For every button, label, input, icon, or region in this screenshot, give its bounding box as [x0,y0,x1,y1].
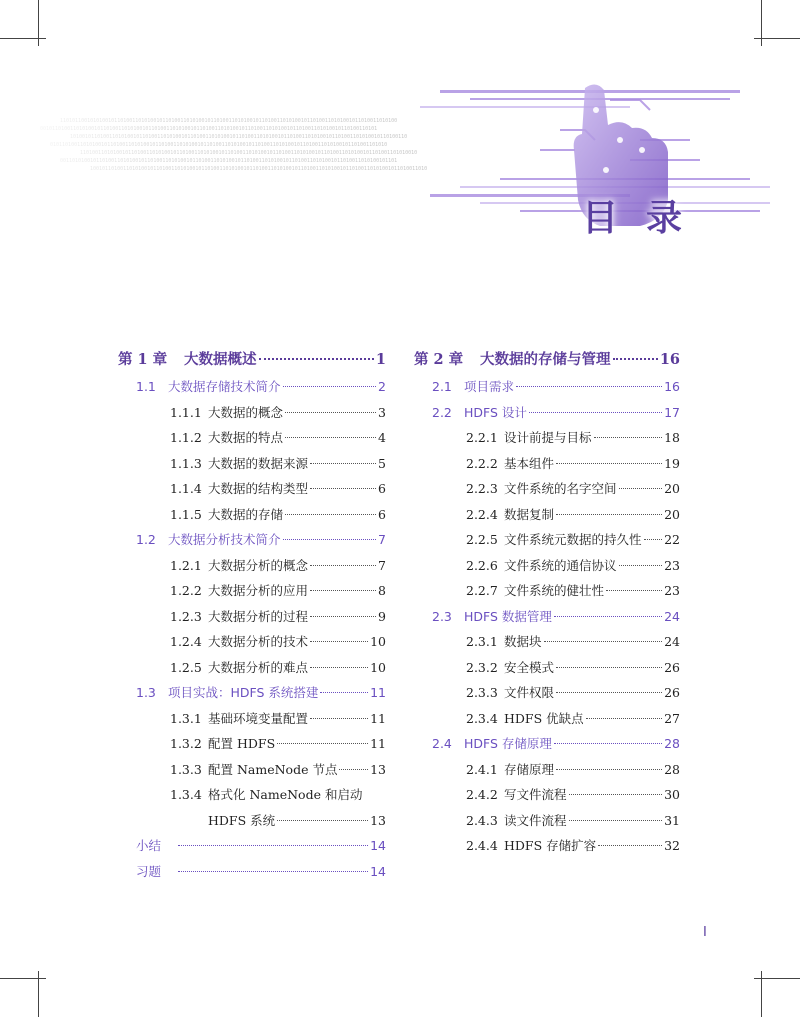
section-number: 2.1 [432,379,452,394]
page-number: 20 [664,506,680,522]
leader-dots [529,412,662,413]
leader-dots [178,871,368,872]
toc-column-right [414,346,680,859]
summary-title: 小结 [136,838,162,853]
subsection-title: 读文件流程 [504,812,567,828]
subsection-title: 大数据分析的过程 [208,608,309,624]
toc-subsection[interactable] [414,451,680,477]
subsection-title: 设计前提与目标 [504,430,592,445]
subsection-title: HDFS 存储扩容 [504,838,597,853]
toc-subsection[interactable] [414,680,680,706]
section-number: 2.2 [432,404,452,420]
toc-subsection[interactable] [118,731,386,757]
page-number: 20 [664,481,680,496]
toc-summary[interactable] [118,833,386,859]
section-number: 1.2 [136,532,156,547]
page-number: 6 [378,481,386,496]
section-title: HDFS 数据管理 [464,608,552,624]
page-number: 16 [664,379,680,394]
subsection-number: 1.2.3 [170,608,202,624]
leader-dots [556,514,662,515]
subsection-title: 大数据分析的概念 [208,557,309,573]
leader-dots [178,845,368,846]
toc-subsection-continuation[interactable] [118,808,386,834]
subsection-title: 大数据的存储 [208,506,284,522]
subsection-title: 安全模式 [504,659,555,675]
subsection-number: 1.1.1 [170,404,202,420]
exercises-title: 习题 [136,863,162,879]
section-number: 2.4 [432,736,452,751]
leader-dots [554,616,662,617]
leader-dots [277,820,368,821]
toc-section[interactable] [414,604,680,630]
toc-subsection[interactable] [118,655,386,681]
leader-dots [544,641,663,642]
leader-dots [310,718,368,719]
subsection-number: 2.3.3 [466,685,498,700]
subsection-title: 大数据的概念 [208,404,284,420]
leader-dots [619,488,663,489]
page-number: 4 [378,430,386,445]
subsection-number: 1.1.3 [170,455,202,471]
leader-dots [310,565,376,566]
page-number: 11 [370,685,386,700]
toc-exercises[interactable] [118,859,386,885]
title-char: 录 [646,198,683,239]
subsection-number: 2.2.3 [466,481,498,496]
leader-dots [259,358,374,360]
subsection-title: 存储原理 [504,761,555,777]
leader-dots [283,386,377,387]
subsection-title: 配置 HDFS [208,736,276,751]
toc-subsection[interactable] [118,578,386,604]
crop-mark [754,978,800,979]
subsection-number: 1.2.1 [170,557,202,573]
crop-mark [38,0,39,46]
subsection-number: 2.3.4 [466,710,498,726]
section-title: 项目需求 [464,379,515,394]
toc-section[interactable] [414,731,680,757]
page-number: 30 [664,787,680,802]
subsection-title: 大数据分析的应用 [208,583,309,598]
page-number: 14 [370,838,386,853]
toc-section[interactable] [118,680,386,706]
leader-dots [285,412,376,413]
subsection-number: 2.2.1 [466,430,498,445]
toc-subsection[interactable] [414,782,680,808]
toc-subsection[interactable] [118,476,386,502]
chapter-title: 大数据概述 [184,351,257,368]
subsection-number: 1.3.3 [170,761,202,777]
leader-dots [285,514,376,515]
page-number: 16 [659,351,680,368]
subsection-number: 1.2.2 [170,583,202,598]
subsection-number: 2.4.2 [466,787,498,802]
toc-subsection[interactable] [118,706,386,732]
toc-section[interactable] [118,374,386,400]
page-number: 10 [370,659,386,675]
page-number: 27 [664,710,680,726]
toc-section[interactable] [414,374,680,400]
subsection-title: 写文件流程 [504,787,567,802]
toc-chapter[interactable] [414,346,680,374]
toc-subsection[interactable] [118,451,386,477]
leader-dots [320,692,368,693]
toc-subsection[interactable] [118,604,386,630]
leader-dots [556,667,662,668]
toc-subsection[interactable] [414,553,680,579]
crop-mark [0,38,46,39]
toc-subsection[interactable] [414,655,680,681]
folio-page-number: I [703,925,707,940]
page-number: 8 [378,583,386,598]
toc-chapter[interactable] [118,346,386,374]
subsection-number: 1.1.5 [170,506,202,522]
page-title [582,190,682,241]
subsection-title: 配置 NameNode 节点 [208,761,338,777]
toc-subsection[interactable] [118,553,386,579]
leader-dots [310,667,368,668]
page-number: 23 [664,557,680,573]
page-number: 17 [664,404,680,420]
page-number: 26 [664,685,680,700]
page-number: 1 [375,351,386,368]
leader-dots [283,539,377,540]
subsection-title: 文件系统的通信协议 [504,557,617,573]
leader-dots [516,386,662,387]
leader-dots [586,718,662,719]
page-number: 24 [664,608,680,624]
subsection-number: 2.3.1 [466,634,498,649]
page-number: 19 [664,455,680,471]
subsection-title: 文件系统的健壮性 [504,583,605,598]
page-number: 31 [664,812,680,828]
subsection-number: 2.2.6 [466,557,498,573]
subsection-number: 2.2.4 [466,506,498,522]
subsection-number: 2.4.3 [466,812,498,828]
toc-section[interactable] [414,400,680,426]
page-number: 23 [664,583,680,598]
subsection-title: 大数据分析的难点 [208,659,309,675]
section-title: HDFS 存储原理 [464,736,552,751]
chapter-number: 第 1 章 [118,351,168,368]
subsection-title: 格式化 NameNode 和启动 [208,787,363,802]
page-number: 24 [664,634,680,649]
subsection-title: 文件系统元数据的持久性 [504,532,642,547]
subsection-title: HDFS 优缺点 [504,710,584,726]
subsection-title: 基本组件 [504,455,555,471]
crop-mark [0,978,46,979]
toc-column-left [118,346,386,884]
subsection-title: 基础环境变量配置 [208,710,309,726]
chapter-number: 第 2 章 [414,351,464,368]
subsection-number: 1.2.5 [170,659,202,675]
chapter-title: 大数据的存储与管理 [480,351,611,368]
section-title: 大数据分析技术简介 [168,532,281,547]
leader-dots [644,539,663,540]
subsection-number: 2.4.4 [466,838,498,853]
leader-dots [606,590,662,591]
subsection-number: 1.3.2 [170,736,202,751]
toc-section[interactable] [118,527,386,553]
subsection-title: 大数据的特点 [208,430,284,445]
section-title: 大数据存储技术简介 [168,379,281,394]
leader-dots [619,565,663,566]
section-number: 2.3 [432,608,452,624]
leader-dots [594,437,663,438]
crop-mark [754,38,800,39]
page-number: 18 [664,430,680,445]
leader-dots [569,794,663,795]
leader-dots [554,743,662,744]
page-number: 7 [378,532,386,547]
page-number: 13 [370,812,386,828]
toc-subsection[interactable] [118,502,386,528]
leader-dots [569,820,663,821]
subsection-title: 大数据分析的技术 [208,634,309,649]
page-number: 9 [378,608,386,624]
leader-dots [285,437,376,438]
subsection-title: 文件系统的名字空间 [504,481,617,496]
leader-dots [339,769,368,770]
title-char: 目 [582,198,619,239]
subsection-title: HDFS 系统 [208,812,276,828]
toc-subsection[interactable] [414,527,680,553]
page-number: 6 [378,506,386,522]
subsection-title: 大数据的数据来源 [208,455,309,471]
page-number: 32 [664,838,680,853]
toc-subsection[interactable] [414,502,680,528]
toc-subsection[interactable] [414,476,680,502]
leader-dots [598,845,662,846]
subsection-number: 2.2.5 [466,532,498,547]
subsection-number: 1.3.4 [170,787,202,802]
page-number: 5 [378,455,386,471]
subsection-number: 2.3.2 [466,659,498,675]
subsection-number: 2.4.1 [466,761,498,777]
subsection-title: 大数据的结构类型 [208,481,309,496]
subsection-number: 2.2.2 [466,455,498,471]
leader-dots [556,463,662,464]
page-number: 2 [378,379,386,394]
page-number: 10 [370,634,386,649]
leader-dots [556,769,662,770]
leader-dots [310,590,376,591]
toc-subsection[interactable] [414,757,680,783]
leader-dots [310,463,376,464]
section-title: 项目实战：HDFS 系统搭建 [168,685,319,700]
page-number: 28 [664,736,680,751]
leader-dots [277,743,368,744]
toc-subsection[interactable] [414,629,680,655]
page-number: 7 [378,557,386,573]
leader-dots [613,358,658,360]
toc-subsection[interactable] [414,425,680,451]
subsection-title: 数据复制 [504,506,555,522]
toc-subsection[interactable] [118,425,386,451]
leader-dots [556,692,662,693]
page-number: 22 [664,532,680,547]
toc-subsection[interactable] [414,706,680,732]
page-number: 3 [378,404,386,420]
section-number: 1.1 [136,379,156,394]
toc-subsection[interactable] [118,757,386,783]
page-number: 13 [370,761,386,777]
subsection-number: 1.2.4 [170,634,202,649]
page-number: 26 [664,659,680,675]
toc-subsection[interactable] [118,629,386,655]
subsection-number: 1.1.2 [170,430,202,445]
subsection-title: 数据块 [504,634,542,649]
subsection-title: 文件权限 [504,685,555,700]
leader-dots [310,488,376,489]
subsection-number: 1.1.4 [170,481,202,496]
page-number: 28 [664,761,680,777]
leader-dots [310,616,376,617]
page-number: 11 [370,736,386,751]
subsection-number: 2.2.7 [466,583,498,598]
toc-subsection[interactable] [414,808,680,834]
toc-subsection[interactable] [118,400,386,426]
toc-subsection[interactable] [414,578,680,604]
toc-subsection[interactable] [414,833,680,859]
section-number: 1.3 [136,685,156,700]
leader-dots [310,641,368,642]
page-number: 11 [370,710,386,726]
crop-mark [761,0,762,46]
page-number: 14 [370,863,386,879]
subsection-number: 1.3.1 [170,710,202,726]
section-title: HDFS 设计 [464,404,527,420]
toc-subsection[interactable] [118,782,386,808]
